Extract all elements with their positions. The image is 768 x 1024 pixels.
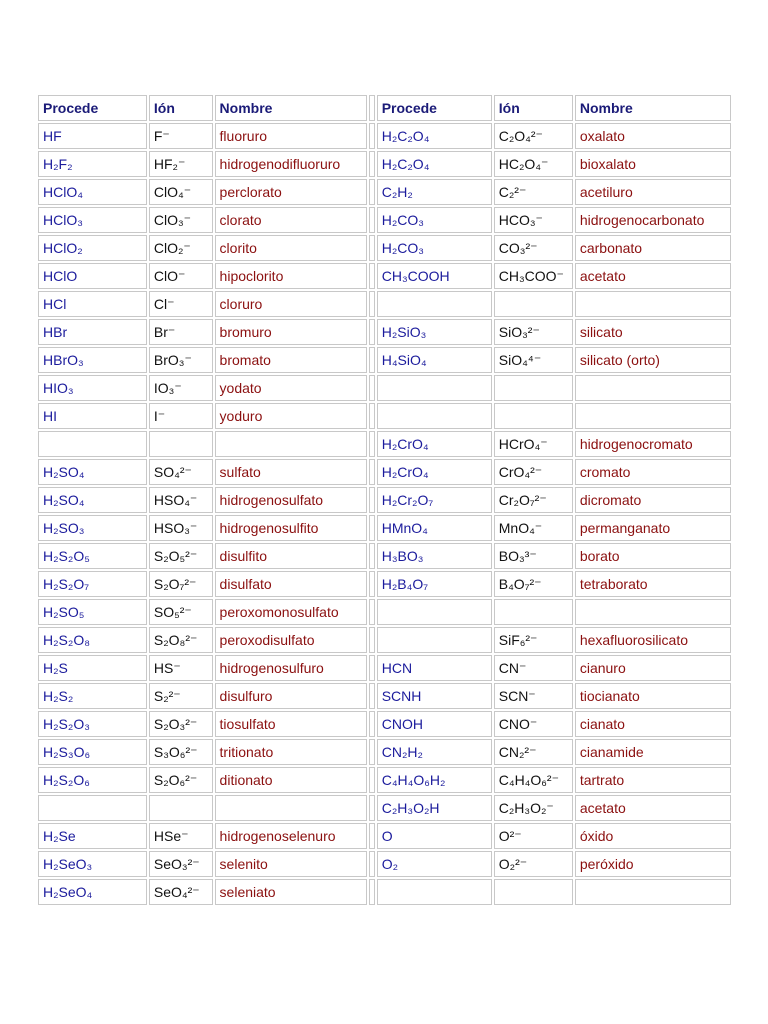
left-name-cell: peroxomonosulfato [215,599,367,625]
table-row [38,431,731,457]
right-ion-cell [494,403,573,429]
left-name-cell: hidrogenosulfito [215,515,367,541]
table-row [38,319,731,345]
left-ion-cell: SeO₄²⁻ [149,879,213,905]
right-acid-cell: H₂B₄O₇ [377,571,492,597]
right-name-cell: borato [575,543,731,569]
right-ion-cell [494,599,573,625]
right-name-cell: oxalato [575,123,731,149]
table-row [38,683,731,709]
right-acid-cell: C₄H₄O₆H₂ [377,767,492,793]
right-acid-cell: H₂CO₃ [377,235,492,261]
right-name-cell: acetato [575,795,731,821]
right-ion-cell: HC₂O₄⁻ [494,151,573,177]
right-ion-cell: C₄H₄O₆²⁻ [494,767,573,793]
left-acid-cell: HClO₂ [38,235,147,261]
right-ion-cell [494,291,573,317]
right-acid-cell: H₂SiO₃ [377,319,492,345]
column-divider [369,459,375,485]
right-acid-cell: H₃BO₃ [377,543,492,569]
left-name-cell: ditionato [215,767,367,793]
column-divider [369,235,375,261]
left-acid-cell: HClO [38,263,147,289]
left-ion-cell: F⁻ [149,123,213,149]
left-acid-cell: H₂SeO₄ [38,879,147,905]
left-ion-cell: S₂O₆²⁻ [149,767,213,793]
header-ion-left: Ión [149,95,213,121]
right-acid-cell [377,375,492,401]
left-acid-cell: H₂SO₅ [38,599,147,625]
header-nombre-left: Nombre [215,95,367,121]
right-ion-cell: Cr₂O₇²⁻ [494,487,573,513]
column-divider [369,431,375,457]
left-acid-cell: HI [38,403,147,429]
right-ion-cell: O₂²⁻ [494,851,573,877]
column-divider [369,767,375,793]
column-divider [369,95,375,121]
right-name-cell: óxido [575,823,731,849]
left-name-cell: yoduro [215,403,367,429]
right-name-cell [575,403,731,429]
left-ion-cell: HSO₃⁻ [149,515,213,541]
left-acid-cell: H₂S₂O₃ [38,711,147,737]
right-acid-cell: CN₂H₂ [377,739,492,765]
left-ion-cell: SO₅²⁻ [149,599,213,625]
left-ion-cell: S₂O₈²⁻ [149,627,213,653]
left-acid-cell [38,431,147,457]
right-name-cell: cianato [575,711,731,737]
column-divider [369,291,375,317]
right-ion-cell: MnO₄⁻ [494,515,573,541]
right-name-cell [575,291,731,317]
table-row [38,263,731,289]
left-name-cell: disulfuro [215,683,367,709]
header-procede-left: Procede [38,95,147,121]
left-acid-cell [38,795,147,821]
left-ion-cell: HSO₄⁻ [149,487,213,513]
left-ion-cell: S₂O₃²⁻ [149,711,213,737]
table-row [38,487,731,513]
right-acid-cell: C₂H₂ [377,179,492,205]
left-acid-cell: H₂SO₃ [38,515,147,541]
table-row [38,151,731,177]
left-acid-cell: H₂SO₄ [38,487,147,513]
right-ion-cell: O²⁻ [494,823,573,849]
left-name-cell: hidrogenoselenuro [215,823,367,849]
left-acid-cell: HF [38,123,147,149]
left-acid-cell: HBr [38,319,147,345]
left-ion-cell: ClO₂⁻ [149,235,213,261]
left-name-cell: selenito [215,851,367,877]
left-acid-cell: H₂S₂O₆ [38,767,147,793]
column-divider [369,627,375,653]
right-ion-cell: HCO₃⁻ [494,207,573,233]
column-divider [369,123,375,149]
left-name-cell: clorato [215,207,367,233]
left-acid-cell: HClO₄ [38,179,147,205]
left-acid-cell: HBrO₃ [38,347,147,373]
right-ion-cell: C₂O₄²⁻ [494,123,573,149]
column-divider [369,179,375,205]
right-ion-cell: CNO⁻ [494,711,573,737]
anion-table [36,93,733,907]
right-name-cell: tetraborato [575,571,731,597]
right-acid-cell [377,403,492,429]
left-acid-cell: H₂S₂O₈ [38,627,147,653]
table-row [38,851,731,877]
right-name-cell: tiocianato [575,683,731,709]
left-ion-cell: ClO⁻ [149,263,213,289]
left-ion-cell: HSe⁻ [149,823,213,849]
left-ion-cell: BrO₃⁻ [149,347,213,373]
left-acid-cell: H₂S₂O₇ [38,571,147,597]
column-divider [369,515,375,541]
left-name-cell: cloruro [215,291,367,317]
left-name-cell: bromato [215,347,367,373]
table-row [38,235,731,261]
left-acid-cell: H₂S₃O₆ [38,739,147,765]
left-acid-cell: H₂Se [38,823,147,849]
table-row [38,179,731,205]
header-nombre-right: Nombre [575,95,731,121]
left-ion-cell: SeO₃²⁻ [149,851,213,877]
right-name-cell [575,879,731,905]
table-row [38,599,731,625]
column-divider [369,711,375,737]
left-acid-cell: HCl [38,291,147,317]
column-divider [369,347,375,373]
left-name-cell: hipoclorito [215,263,367,289]
right-acid-cell: SCNH [377,683,492,709]
right-name-cell: tartrato [575,767,731,793]
right-acid-cell: CNOH [377,711,492,737]
left-acid-cell: H₂S [38,655,147,681]
right-name-cell: hexafluorosilicato [575,627,731,653]
table-row [38,291,731,317]
left-ion-cell: SO₄²⁻ [149,459,213,485]
left-name-cell: hidrogenosulfuro [215,655,367,681]
right-name-cell: peróxido [575,851,731,877]
column-divider [369,739,375,765]
left-acid-cell: HIO₃ [38,375,147,401]
left-acid-cell: H₂S₂ [38,683,147,709]
right-ion-cell: CH₃COO⁻ [494,263,573,289]
right-acid-cell [377,599,492,625]
table-row [38,879,731,905]
right-acid-cell: CH₃COOH [377,263,492,289]
column-divider [369,543,375,569]
table-row [38,739,731,765]
column-divider [369,851,375,877]
right-name-cell: bioxalato [575,151,731,177]
table-row [38,655,731,681]
right-ion-cell: SiF₆²⁻ [494,627,573,653]
right-acid-cell: HCN [377,655,492,681]
right-ion-cell: SCN⁻ [494,683,573,709]
right-name-cell: acetiluro [575,179,731,205]
left-ion-cell: IO₃⁻ [149,375,213,401]
left-ion-cell: Br⁻ [149,319,213,345]
table-row [38,767,731,793]
left-acid-cell: H₂S₂O₅ [38,543,147,569]
table-row [38,571,731,597]
right-ion-cell: CN₂²⁻ [494,739,573,765]
right-acid-cell: H₄SiO₄ [377,347,492,373]
left-ion-cell [149,431,213,457]
left-ion-cell: S₂²⁻ [149,683,213,709]
column-divider [369,795,375,821]
table-row [38,795,731,821]
right-ion-cell: SiO₃²⁻ [494,319,573,345]
right-acid-cell [377,879,492,905]
right-acid-cell [377,627,492,653]
left-name-cell: fluoruro [215,123,367,149]
left-acid-cell: HClO₃ [38,207,147,233]
left-name-cell: clorito [215,235,367,261]
column-divider [369,655,375,681]
right-ion-cell: BO₃³⁻ [494,543,573,569]
right-name-cell: permanganato [575,515,731,541]
right-name-cell: silicato [575,319,731,345]
left-ion-cell: HF₂⁻ [149,151,213,177]
left-acid-cell: H₂F₂ [38,151,147,177]
right-acid-cell: H₂CrO₄ [377,431,492,457]
right-acid-cell: O [377,823,492,849]
right-ion-cell [494,375,573,401]
column-divider [369,879,375,905]
table-row [38,403,731,429]
column-divider [369,571,375,597]
right-name-cell: cianamide [575,739,731,765]
header-procede-right: Procede [377,95,492,121]
left-ion-cell: I⁻ [149,403,213,429]
left-ion-cell: ClO₄⁻ [149,179,213,205]
column-divider [369,823,375,849]
right-acid-cell: H₂CO₃ [377,207,492,233]
right-name-cell: cianuro [575,655,731,681]
left-acid-cell: H₂SO₄ [38,459,147,485]
table-row [38,543,731,569]
table-row [38,375,731,401]
right-name-cell: acetato [575,263,731,289]
right-acid-cell: H₂C₂O₄ [377,123,492,149]
right-acid-cell: O₂ [377,851,492,877]
right-ion-cell: HCrO₄⁻ [494,431,573,457]
column-divider [369,375,375,401]
left-ion-cell: ClO₃⁻ [149,207,213,233]
table-row [38,823,731,849]
left-ion-cell: S₂O₅²⁻ [149,543,213,569]
right-name-cell: cromato [575,459,731,485]
right-ion-cell: C₂H₃O₂⁻ [494,795,573,821]
right-ion-cell: CO₃²⁻ [494,235,573,261]
left-name-cell: sulfato [215,459,367,485]
right-name-cell: carbonato [575,235,731,261]
left-name-cell: disulfito [215,543,367,569]
table-row [38,515,731,541]
left-acid-cell: H₂SeO₃ [38,851,147,877]
table-body [38,123,731,905]
right-ion-cell: CN⁻ [494,655,573,681]
left-ion-cell: S₃O₆²⁻ [149,739,213,765]
column-divider [369,207,375,233]
right-ion-cell [494,879,573,905]
table-row [38,207,731,233]
header-row [38,95,731,121]
right-name-cell [575,375,731,401]
table-row [38,347,731,373]
right-acid-cell: C₂H₃O₂H [377,795,492,821]
anion-table-container [36,93,733,907]
right-name-cell: hidrogenocromato [575,431,731,457]
table-row [38,711,731,737]
right-ion-cell: CrO₄²⁻ [494,459,573,485]
right-name-cell: silicato (orto) [575,347,731,373]
column-divider [369,151,375,177]
table-row [38,627,731,653]
table-row [38,459,731,485]
right-name-cell: dicromato [575,487,731,513]
left-name-cell: disulfato [215,571,367,597]
right-ion-cell: C₂²⁻ [494,179,573,205]
left-name-cell: tritionato [215,739,367,765]
right-ion-cell: B₄O₇²⁻ [494,571,573,597]
column-divider [369,403,375,429]
left-name-cell: hidrogenodifluoruro [215,151,367,177]
column-divider [369,319,375,345]
right-acid-cell: H₂Cr₂O₇ [377,487,492,513]
left-name-cell: hidrogenosulfato [215,487,367,513]
column-divider [369,599,375,625]
table-row [38,123,731,149]
column-divider [369,263,375,289]
left-name-cell [215,795,367,821]
right-acid-cell [377,291,492,317]
right-acid-cell: H₂C₂O₄ [377,151,492,177]
right-acid-cell: H₂CrO₄ [377,459,492,485]
left-name-cell: yodato [215,375,367,401]
right-name-cell: hidrogenocarbonato [575,207,731,233]
left-name-cell: peroxodisulfato [215,627,367,653]
right-name-cell [575,599,731,625]
left-name-cell: perclorato [215,179,367,205]
left-ion-cell [149,795,213,821]
header-ion-right: Ión [494,95,573,121]
right-acid-cell: HMnO₄ [377,515,492,541]
left-name-cell: tiosulfato [215,711,367,737]
column-divider [369,683,375,709]
left-name-cell: bromuro [215,319,367,345]
left-ion-cell: HS⁻ [149,655,213,681]
left-ion-cell: S₂O₇²⁻ [149,571,213,597]
left-name-cell: seleniato [215,879,367,905]
left-name-cell [215,431,367,457]
left-ion-cell: Cl⁻ [149,291,213,317]
right-ion-cell: SiO₄⁴⁻ [494,347,573,373]
column-divider [369,487,375,513]
